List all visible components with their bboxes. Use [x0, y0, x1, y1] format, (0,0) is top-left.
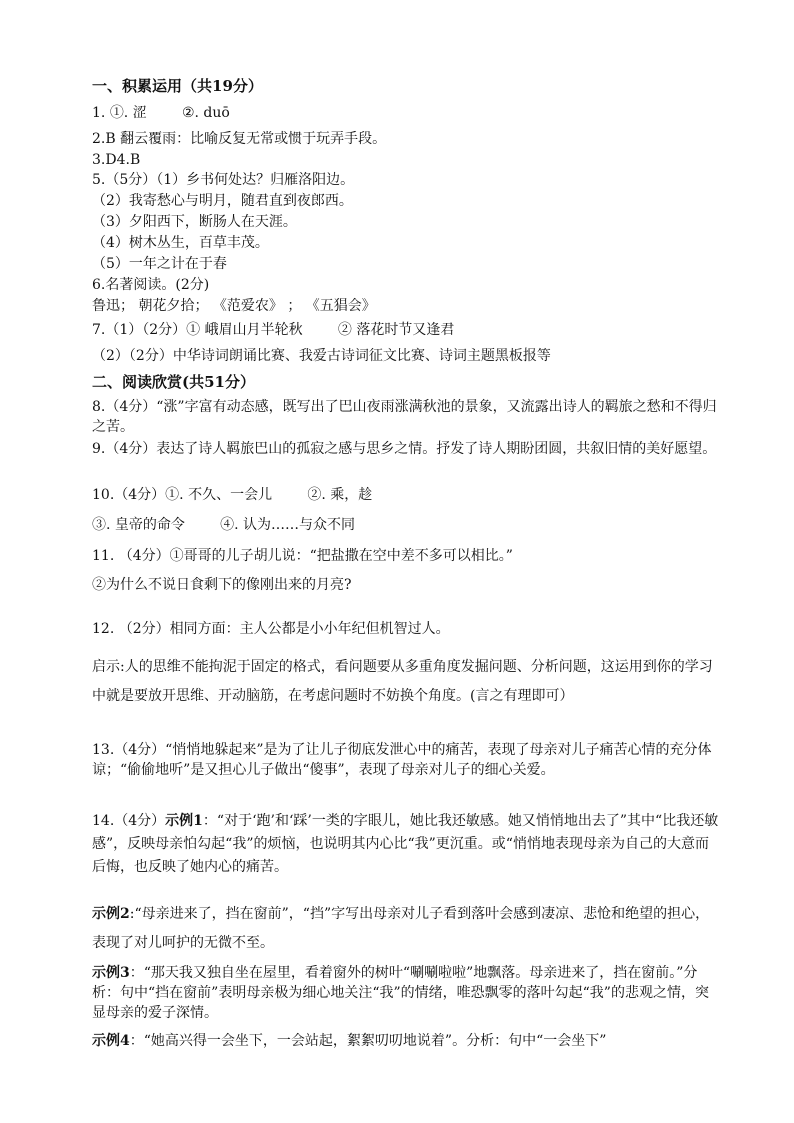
q10-answer-d: ④. 认为……与众不同	[220, 517, 356, 533]
section-1-title: 一、积累运用（共19分）	[92, 77, 263, 95]
q2: 2.B 翻云覆雨：比喻反复无常或惯于玩弄手段。	[92, 131, 387, 147]
q10-answer-c: ③. 皇帝的命令	[92, 517, 185, 533]
q1-number: 1.	[92, 105, 106, 121]
q1-answer-b: ②. duō	[181, 105, 230, 121]
q12: 12. （2分）相同方面：主人公都是小小年纪但机智过人。	[92, 621, 450, 637]
q7-part-1-a: 7.（1）（2分）① 峨眉山月半轮秋	[92, 322, 303, 338]
q6-header: 6.名著阅读。(2分)	[92, 277, 210, 293]
q5-item-3: （3）夕阳西下，断肠人在天涯。	[92, 214, 297, 230]
q14-example-1-label: 示例1	[165, 813, 203, 829]
section-2-title: 二、阅读欣赏(共51分）	[92, 373, 255, 391]
example-2-text: :“母亲进来了，挡在窗前”，“挡”字写出母亲对儿子看到落叶会感到凄凉、悲怆和绝望的担心，表现了对儿呵护的无微不至。	[92, 906, 710, 951]
q1-answer-a: ①. 涩	[109, 105, 147, 121]
q7-part-1-b: ② 落花时节又逢君	[337, 322, 455, 338]
q6-answer: 鲁迅； 朝花夕拾； 《范爱农》 ； 《五猖会》	[92, 298, 376, 314]
q3-q4: 3.D4.B	[92, 152, 141, 168]
q11-answer-a: 11. （4分）①哥哥的儿子胡儿说：“把盐撒在空中差不多可以相比。”	[92, 548, 513, 564]
q14-example-1-text: ：“对于‘跑’和‘踩’一类的字眼儿，她比我还敏感。她又悄悄地出去了”其中“比我还敏感”，反映母亲怕勾起“我”的烦恼，也说明其内心比“我”更沉重。或“悄悄地表现母亲为自己的大意而后悔，也反映了她内心的痛苦。	[92, 813, 719, 875]
q14-prefix: 14.（4分）	[92, 813, 166, 829]
q8: 8.（4分）“涨”字富有动态感，既写出了巴山夜雨涨满秋池的景象，又流露出诗人的羁旅之愁和不得归之苦。	[92, 399, 717, 435]
q10-answer-b: ②. 乘，趁	[307, 487, 373, 503]
q10-row-2	[92, 515, 355, 535]
q13: 13.（4分）“悄悄地躲起来”是为了让儿子彻底发泄心中的痛苦，表现了母亲对儿子痛苦心情的充分体谅；“偷偷地听”是又担心儿子做出“傻事”，表现了母亲对儿子的细心关爱。	[92, 742, 712, 778]
q5-item-5: （5）一年之计在于春	[92, 256, 227, 272]
example-2-label: 示例2	[92, 906, 130, 922]
example-3-label: 示例3	[92, 965, 130, 981]
q5-item-4: （4）树木丛生，百草丰茂。	[92, 235, 269, 251]
q5-item-2: （2）我寄愁心与明月，随君直到夜郎西。	[92, 193, 353, 209]
q9: 9.（4分）表达了诗人羁旅巴山的孤寂之感与思乡之情。抒发了诗人期盼团圆，共叙旧情的美好愿望。	[92, 441, 717, 457]
q7-part-1	[92, 320, 454, 340]
example-3-text: ：“那天我又独自坐在屋里，看着窗外的树叶“唰唰啦啦”地飘落。母亲进来了，挡在窗前。”分析：句中“挡在窗前”表明母亲极为细心地关注“我”的情绪，唯恐飘零的落叶勾起“我”的悲观之情，突显母亲的爱子深情。	[92, 965, 709, 1021]
q14-example-1	[92, 810, 722, 879]
q14-example-3	[92, 963, 722, 1023]
q10-row-1	[92, 485, 372, 505]
example-4-text: ：“她高兴得一会坐下，一会站起，絮絮叨叨地说着”。分析：句中“一会坐下”	[129, 1033, 607, 1049]
q7-part-2: （2）（2分）中华诗词朗诵比赛、我爱古诗词征文比赛、诗词主题黑板报等	[92, 348, 551, 364]
q1	[92, 103, 230, 123]
q11-answer-b: ②为什么不说日食剩下的像刚出来的月亮?	[92, 577, 352, 593]
q5-header: 5.（5分）（1）乡书何处达？归雁洛阳边。	[92, 172, 355, 188]
q10-answer-a: 10.（4分）①. 不久、一会儿	[92, 487, 273, 503]
q14-example-2	[92, 900, 722, 958]
q14-example-4	[92, 1031, 722, 1051]
q12-inspiration: 启示:人的思维不能拘泥于固定的格式，看问题要从多重角度发掘问题、分析问题，这运用到你的学习中就是要放开思维、开动脑筋，在考虑问题时不妨换个角度。(言之有理即可）	[92, 659, 713, 704]
example-4-label: 示例4	[92, 1033, 130, 1049]
